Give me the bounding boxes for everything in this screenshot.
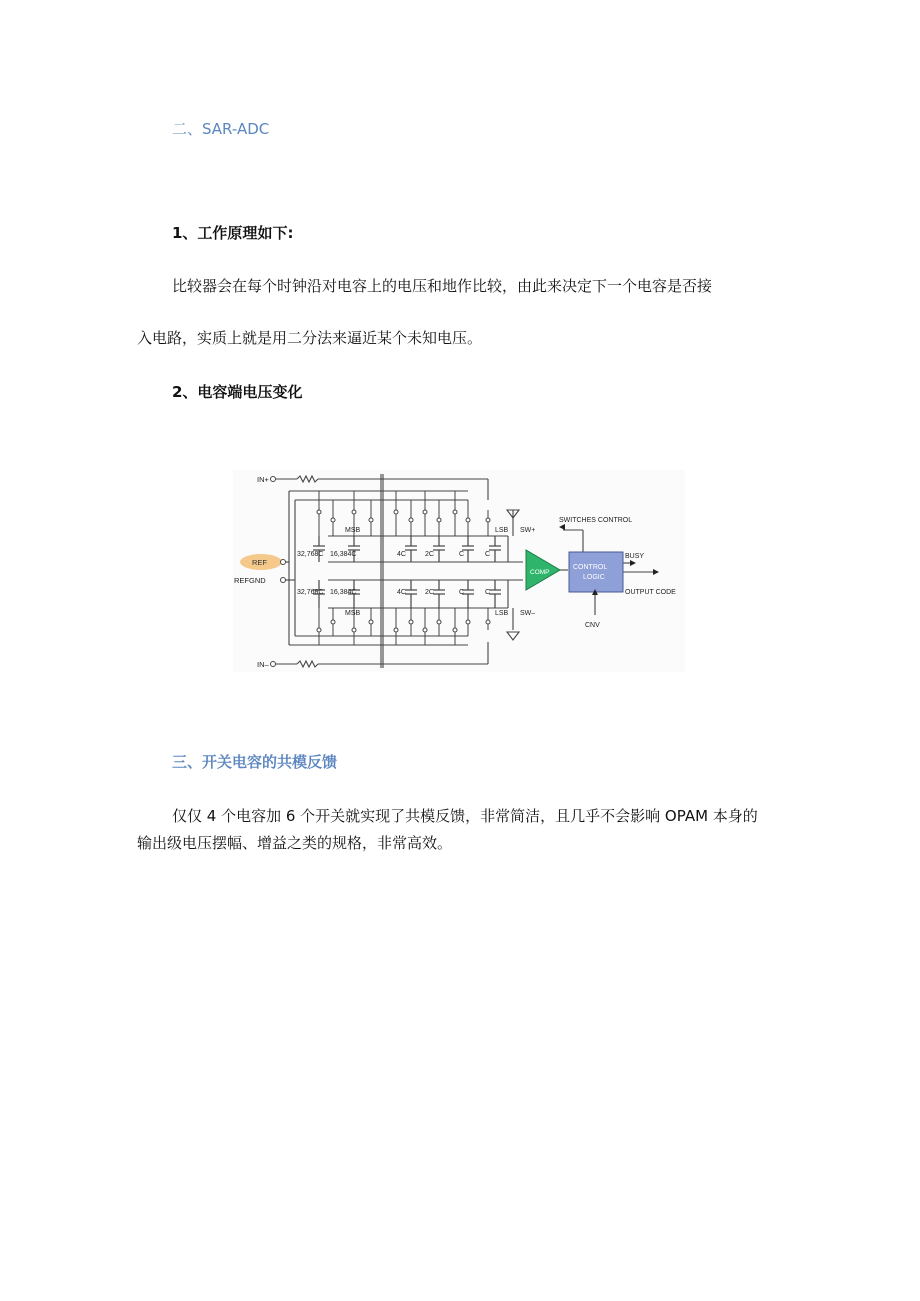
label-in-plus: IN+ xyxy=(257,475,269,484)
label-msb-top: MSB xyxy=(345,527,361,534)
label-cap-2c-top: 2C xyxy=(425,551,434,558)
label-cap-4c-top: 4C xyxy=(397,551,406,558)
label-comp: COMP xyxy=(530,569,550,576)
sar-adc-schematic xyxy=(233,470,685,672)
section-3-title: 三、开关电容的共模反馈 xyxy=(172,753,338,771)
in-plus-terminal xyxy=(271,477,276,482)
item-1-paragraph-line-1: 比较器会在每个时钟沿对电容上的电压和地作比较，由此来决定下一个电容是否接 xyxy=(172,277,713,295)
label-cap-c-top-2: C xyxy=(485,551,491,558)
label-lsb-bottom: LSB xyxy=(495,610,509,617)
label-cap-32768-bottom: 32,768C xyxy=(297,589,324,596)
control-logic-block xyxy=(569,552,623,592)
label-lsb-top: LSB xyxy=(495,527,509,534)
label-cap-2c-bottom: 2C xyxy=(425,589,434,596)
label-refgnd: REFGND xyxy=(234,576,266,585)
section-2-title: 二、SAR-ADC xyxy=(172,120,270,138)
label-cap-4c-bottom: 4C xyxy=(397,589,406,596)
label-output-code: OUTPUT CODE xyxy=(625,589,676,596)
label-sw-minus: SW– xyxy=(520,610,536,617)
label-cap-c-top-1: C xyxy=(459,551,465,558)
in-minus-terminal xyxy=(271,662,276,667)
label-cap-c-bottom-1: C xyxy=(459,589,465,596)
label-cap-32768-top: 32,768C xyxy=(297,551,324,558)
label-ref: REF xyxy=(252,558,267,567)
label-cnv: CNV xyxy=(585,622,600,629)
item-1-title: 1、工作原理如下: xyxy=(172,224,294,242)
label-logic: LOGIC xyxy=(583,574,605,581)
item-1-paragraph-line-2: 入电路，实质上就是用二分法来逼近某个未知电压。 xyxy=(137,329,483,347)
refgnd-terminal xyxy=(281,578,286,583)
section-3-paragraph-line-2: 输出级电压摆幅、增益之类的规格，非常高效。 xyxy=(137,834,453,852)
label-cap-c-bottom-2: C xyxy=(485,589,491,596)
label-msb-bottom: MSB xyxy=(345,610,361,617)
item-2-title: 2、电容端电压变化 xyxy=(172,383,303,401)
section-3-paragraph-line-1: 仅仅 4 个电容加 6 个开关就实现了共模反馈，非常简洁，且几乎不会影响 OPAM 本身的 xyxy=(172,807,758,825)
ref-terminal xyxy=(281,560,286,565)
label-busy: BUSY xyxy=(625,553,645,560)
label-cap-16384-bottom: 16,384C xyxy=(330,589,357,596)
label-in-minus: IN– xyxy=(257,660,269,669)
label-sw-plus: SW+ xyxy=(520,527,536,534)
label-switches-control: SWITCHES CONTROL xyxy=(559,517,633,524)
label-control: CONTROL xyxy=(573,564,608,571)
label-cap-16384-top: 16,384C xyxy=(330,551,357,558)
